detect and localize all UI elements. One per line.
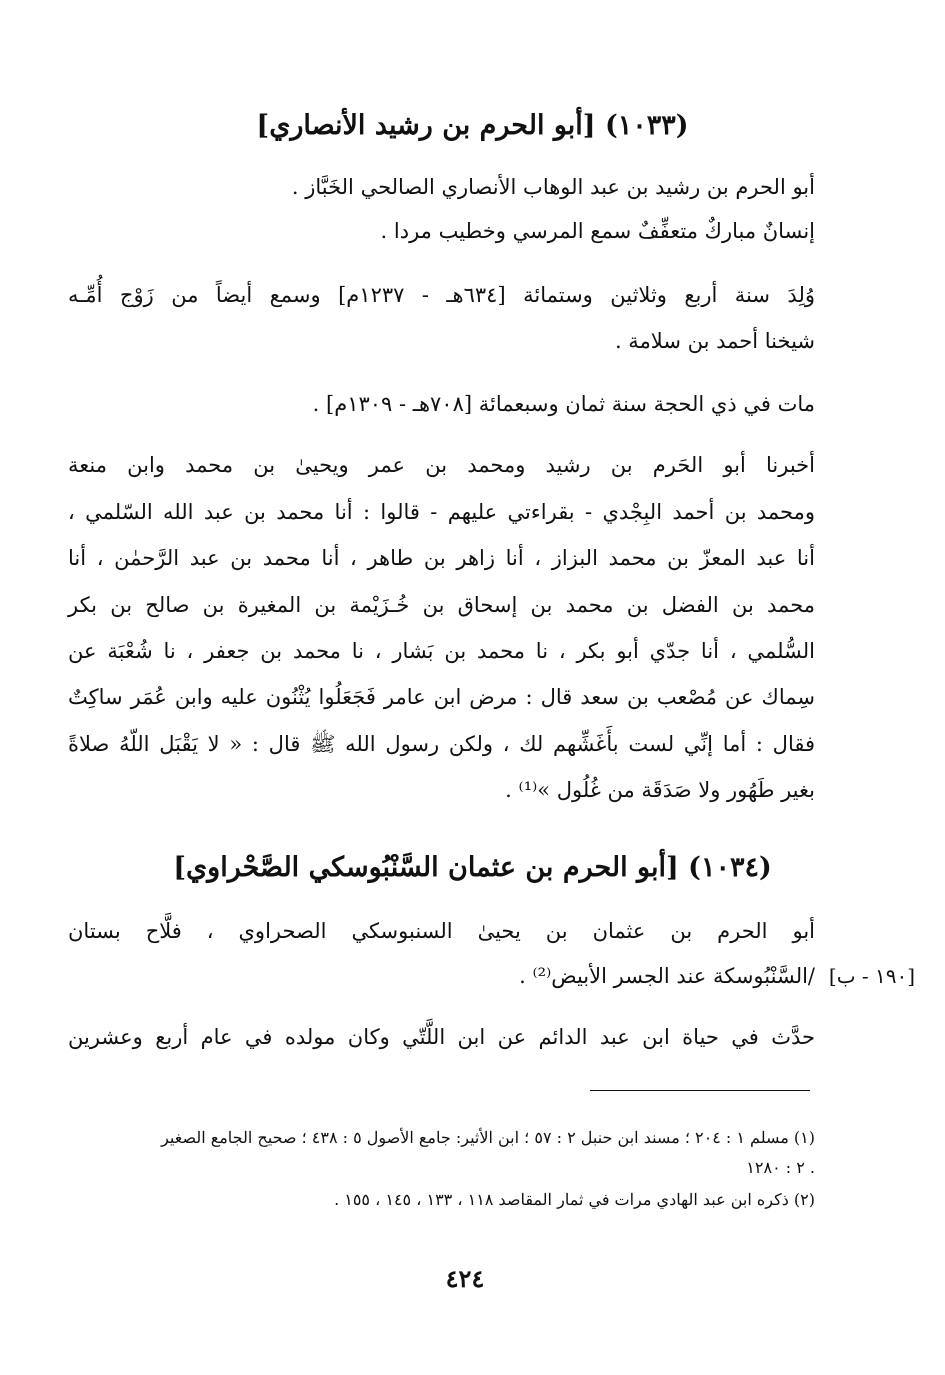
hadith-line: بغير طَهُور ولا صَدَقَة من غُلُول »⁽¹⁾ . [505, 778, 815, 802]
entry-1033-intro-line: أبو الحرم بن رشيد بن عبد الوهاب الأنصاري الصالحي الخَبَّاز . [291, 175, 815, 199]
page-number: ٤٢٤ [445, 1264, 485, 1293]
hadith-line: سِماك عن مُصْعب بن سعد قال : مرض ابن عامر فَجَعَلُوا يُثْنُون عليه وابن عُمَر ساكِتٌ [68, 685, 815, 709]
hadith-line: أخبرنا أبو الحَرم بن رشيد ومحمد بن عمر ويحيىٰ بن محمد وابن منعة [68, 453, 815, 477]
entry-1033-birth-line: شيخنا أحمد بن سلامة . [614, 329, 815, 353]
hadith-line: فقال : أما إنِّي لست بأَغَشِّهم لك ، ولكن رسول الله ﷺ قال : « لا يَقْبَل اللّهُ صلاةً [68, 732, 815, 756]
entry-1033-intro-line: إنسانٌ مباركٌ متعفِّفٌ سمع المرسي وخطيب مردا . [380, 219, 815, 243]
entry-1034-title: (١٠٣٤) [أبو الحرم بن عثمان السَّنْبُوسكي الصَّحْراوي] [173, 852, 772, 883]
entry-1034-intro-line: /السَّنْبُوسكة عند الجسر الأبيض⁽²⁾ . [519, 964, 815, 988]
entry-1034-narration: حدَّث في حياة ابن عبد الدائم عن ابن اللَّتّي وكان مولده في عام أربع وعشرين [68, 1025, 815, 1049]
footnote-line: (٢) ذكره ابن عبد الهادي مرات في ثمار المقاصد ١١٨ ، ١٣٣ ، ١٤٥ ، ١٥٥ . [334, 1190, 815, 1209]
hadith-line: السُّلمي ، أنا جدّي أبو بكر ، نا محمد بن بَشار ، نا محمد بن جعفر ، نا شُعْبَة عن [68, 639, 815, 663]
margin-folio-reference: [١٩٠ - ب] [828, 964, 916, 988]
entry-1033-birth-line: وُلِدَ سنة أربع وثلاثين وستمائة [٦٣٤هـ - ١٢٣٧م] وسمع أيضاً من زَوْج أُمِّـه [68, 283, 815, 307]
hadith-line: محمد بن الفضل بن محمد بن إسحاق بن خُـزَيْمة بن المغيرة بن صالح بن بكر [68, 593, 815, 617]
hadith-line: أنا عبد المعزّ بن محمد البزاز ، أنا زاهر بن طاهر ، أنا محمد بن عبد الرَّحمٰن ، أنا [68, 546, 815, 570]
entry-1033-death: مات في ذي الحجة سنة ثمان وسبعمائة [٧٠٨هـ - ١٣٠٩م] . [312, 392, 815, 416]
hadith-line: ومحمد بن أحمد البِجْدي - بقراءتي عليهم - قالوا : أنا محمد بن عبد الله السّلمي ، [68, 500, 815, 524]
footnote-separator [590, 1090, 810, 1091]
footnote-line: ٢ : ١٢٨٠ . [746, 1158, 815, 1177]
footnote-line: (١) مسلم ١ : ٢٠٤ ؛ مسند ابن حنبل ٢ : ٥٧ ؛ ابن الأثير: جامع الأصول ٥ : ٤٣٨ ؛ صحيح الجامع الصغير [161, 1128, 815, 1147]
entry-1034-intro-line: أبو الحرم بن عثمان بن يحيىٰ السنبوسكي الصحراوي ، فلَّاح بستان [68, 919, 815, 943]
entry-1033-title: (١٠٣٣) [أبو الحرم بن رشيد الأنصاري] [256, 110, 689, 141]
